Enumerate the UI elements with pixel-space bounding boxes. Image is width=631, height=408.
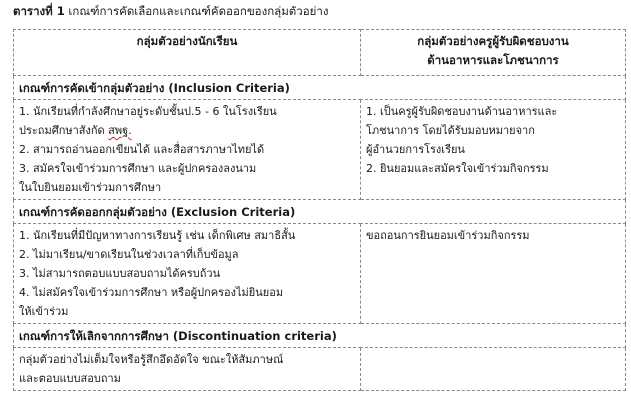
exclusion-title-row [14, 200, 626, 224]
list-item: 1. เป็นครูผู้รับผิดชอบงานด้านอาหารและ [366, 105, 558, 118]
inclusion-students-cell [14, 100, 361, 200]
list-item [19, 121, 355, 140]
list-item: และตอบแบบสอบถาม [19, 372, 121, 385]
header-teachers-line2: ด้านอาหารและโภชนาการ [427, 53, 559, 67]
list-item: 2. ยินยอมและสมัครใจเข้าร่วมกิจกรรม [366, 162, 549, 175]
discontinuation-row [14, 348, 626, 391]
caption-text: เกณฑ์การคัดเลือกและเกณฑ์คัดออกของกลุ่มตัวอย่าง [68, 4, 329, 18]
list-item: 1. นักเรียนที่มีปัญหาทางการเรียนรู้ เช่น เด็กพิเศษ สมาธิสั้น [19, 229, 296, 242]
list-item: 4. ไม่สมัครใจเข้าร่วมการศึกษา หรือผู้ปกครองไม่ยินยอม [19, 286, 284, 299]
inclusion-teachers-cell [361, 100, 626, 200]
list-item: ในใบยินยอมเข้าร่วมการศึกษา [19, 181, 162, 194]
header-teachers-line1: กลุ่มตัวอย่างครูผู้รับผิดชอบงาน [417, 34, 569, 48]
exclusion-title: เกณฑ์การคัดออกกลุ่มตัวอย่าง (Exclusion Criteria) [14, 200, 626, 224]
header-teachers [361, 30, 626, 76]
inclusion-row [14, 100, 626, 200]
table-caption [13, 3, 328, 21]
discontinuation-students-cell [14, 348, 361, 391]
exclusion-row [14, 224, 626, 324]
header-row [14, 30, 626, 76]
header-students-text: กลุ่มตัวอย่างนักเรียน [136, 34, 238, 48]
list-item: ผู้อำนวยการโรงเรียน [366, 143, 465, 156]
list-item: โภชนาการ โดยได้รับมอบหมายจาก [366, 124, 535, 137]
list-item: 3. ไม่สามารถตอบแบบสอบถามได้ครบถ้วน [19, 267, 221, 280]
inclusion-title-row [14, 76, 626, 100]
list-item: 3. สมัครใจเข้าร่วมการศึกษา และผู้ปกครองลงนาม [19, 162, 257, 175]
discontinuation-teachers-cell [361, 348, 626, 391]
list-item: กลุ่มตัวอย่างไม่เต็มใจหรือรู้สึกอึดอัดใจ ขณะให้สัมภาษณ์ [19, 353, 284, 366]
exclusion-teachers-cell [361, 224, 626, 324]
list-item: 2. ไม่มาเรียน/ขาดเรียนในช่วงเวลาที่เก็บข้อมูล [19, 248, 239, 261]
list-item: ให้เข้าร่วม [19, 305, 69, 318]
list-item: 2. สามารถอ่านออกเขียนได้ และสื่อสารภาษาไทยได้ [19, 143, 265, 156]
header-students [14, 30, 361, 76]
discontinuation-title-row [14, 324, 626, 348]
list-item: ขอถอนการยินยอมเข้าร่วมกิจกรรม [366, 229, 530, 242]
list-item: 1. นักเรียนที่กำลังศึกษาอยู่ระดับชั้นป.5 - 6 ในโรงเรียน [19, 105, 277, 118]
caption-label: ตารางที่ 1 [13, 4, 65, 18]
discontinuation-title: เกณฑ์การให้เลิกจากการศึกษา (Discontinuation criteria) [14, 324, 626, 348]
exclusion-students-cell [14, 224, 361, 324]
inclusion-title: เกณฑ์การคัดเข้ากลุ่มตัวอย่าง (Inclusion Criteria) [14, 76, 626, 100]
spellcheck-word: สพฐ. [108, 124, 132, 137]
list-item-text: ประถมศึกษาสังกัด [19, 124, 105, 137]
criteria-table [13, 29, 626, 391]
